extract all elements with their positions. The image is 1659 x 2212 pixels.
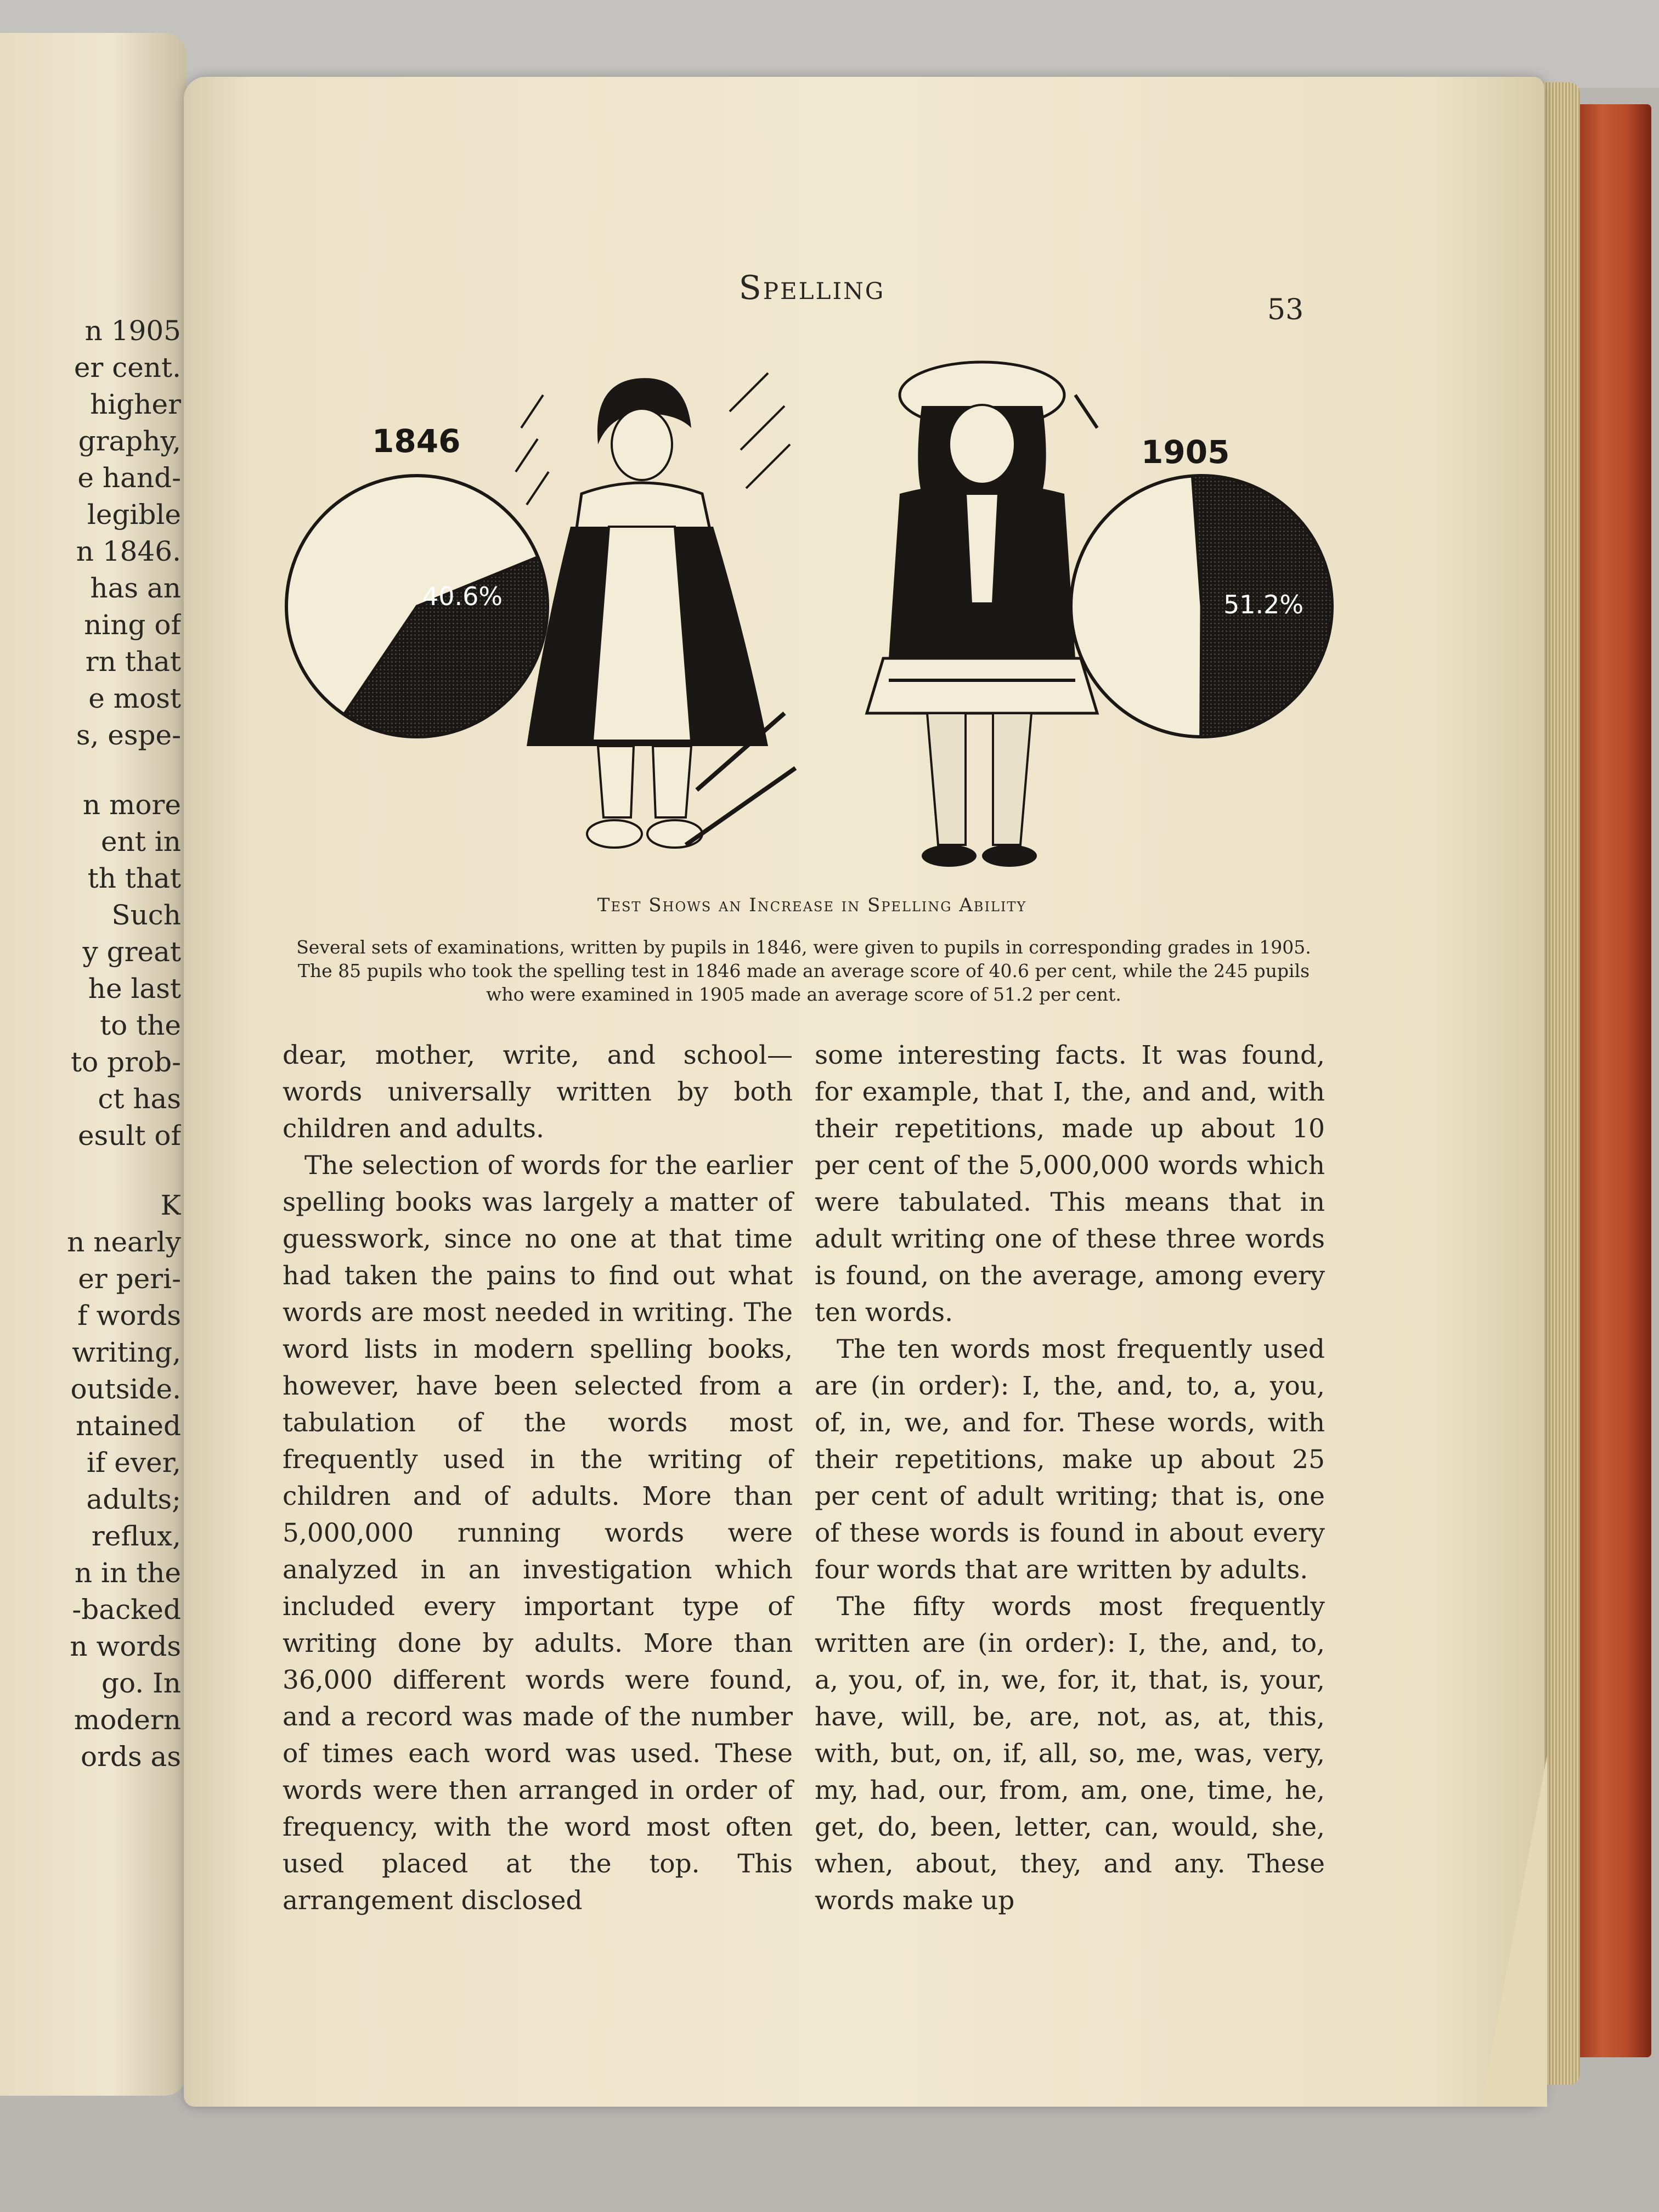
figure-caption-title: Test Shows an Increase in Spelling Ability	[597, 894, 1027, 916]
left-page-line: to prob-	[70, 1046, 181, 1078]
left-page-line: n words	[70, 1630, 181, 1662]
body-column-1	[283, 1037, 793, 1919]
body-column-2	[815, 1037, 1325, 1919]
left-page-text	[0, 313, 181, 1775]
left-page-line: rn that	[85, 646, 181, 678]
pie-1846-title: 1846	[372, 422, 461, 460]
left-page-line: ct has	[98, 1083, 181, 1115]
book-cover	[1569, 104, 1651, 2057]
left-page-line: ntained	[76, 1410, 181, 1442]
column2-paragraph-3: The fifty words most frequently written are (in order): I, the, and, to, a, you, of, in, we, for, it, that, is, your, have, will, be, are, not, as, at, this, with, but, on, if, all, so, me, was, very, my, had, our, from, am, one, time, he, get, do, been, letter, can, would, she, when, about, they, and any. These words make up	[815, 1592, 1325, 1916]
left-page-line: modern	[74, 1704, 181, 1736]
background	[0, 0, 1659, 88]
left-page-line: n more	[82, 789, 181, 821]
left-page-line: n in the	[74, 1557, 181, 1589]
left-page-line	[0, 754, 181, 787]
figure-caption-text: Several sets of examinations, written by pupils in 1846, were given to pupils in corresponding grades in 1905. The 85 pupils who took the spelling test in 1846 made an average score of 40.6 per cent, while the 245 pupils who were examined in 1905 made an average score of 51.2 per cent.	[296, 936, 1311, 1005]
column1-paragraph-2: The selection of words for the earlier spelling books was largely a matter of guesswork, since no one at that time had taken the pains to find out what words are most needed in writing. The word lists in modern spelling books, however, have been selected from a tabulation of the words most frequently used in the writing of children and of adults. More than 5,000,000 running words were analyzed in an investigation which included every important type of writing done by adults. More than 36,000 different words were found, and a record was made of the number of times each word was used. These words were then arranged in order of frequency, with the word most often used placed at the top. This arrangement disclosed	[283, 1150, 793, 1916]
left-page-line: ent in	[101, 826, 181, 857]
column1-paragraph-1: dear, mother, write, and school—words universally written by both children and adults.	[283, 1040, 793, 1144]
left-page-line: reflux,	[91, 1520, 181, 1552]
column2-paragraph-1: some interesting facts. It was found, for example, that I, the, and and, with their repetitions, made up about 10 per cent of the 5,000,000 words which were tabulated. This means that in adult writing one of these three words is found, on the average, among every ten words.	[815, 1040, 1325, 1328]
left-page-line: has an	[90, 572, 181, 604]
left-page-line: e most	[88, 682, 181, 714]
left-page-line: y great	[82, 936, 181, 968]
left-page-line: graphy,	[78, 425, 181, 457]
column2-paragraph-2: The ten words most frequently used are (in order): I, the, and, to, a, you, of, in, we, and for. These words, with their repetitions, make up about 25 per cent of adult writing; that is, one of these words is found in about every four words that are written by adults.	[815, 1334, 1325, 1585]
girl-1905-illustration	[856, 351, 1108, 878]
pie-1905-title: 1905	[1141, 433, 1230, 471]
page-corner-fold	[1481, 1756, 1547, 2107]
left-page-line: e hand-	[77, 462, 181, 494]
page-number: 53	[1267, 294, 1304, 326]
left-page-line: Such	[111, 899, 181, 931]
left-page-line: legible	[87, 499, 181, 531]
left-page-line: f words	[77, 1300, 181, 1331]
left-page-line: K	[160, 1189, 181, 1221]
left-page-line: to the	[100, 1009, 181, 1041]
left-page-line: n nearly	[67, 1226, 181, 1258]
left-page-line: n 1905	[84, 315, 181, 347]
pie-1905-label: 51.2%	[1223, 590, 1304, 619]
left-page-line: he last	[88, 973, 181, 1005]
running-header: Spelling	[738, 269, 885, 307]
left-page-line	[0, 1154, 181, 1187]
left-page-line: adults;	[86, 1483, 181, 1515]
left-page-line: -backed	[72, 1594, 181, 1626]
left-page-line: ords as	[80, 1741, 181, 1773]
left-page-line: outside.	[70, 1373, 181, 1405]
left-page-line: s, espe-	[76, 719, 181, 751]
left-page-line: if ever,	[86, 1447, 181, 1479]
girl-1846-illustration	[510, 362, 817, 889]
left-page-line: er cent.	[74, 352, 181, 383]
left-page-line: th that	[87, 862, 181, 894]
left-page-line: ning of	[84, 609, 181, 641]
left-page-line: er peri-	[78, 1263, 181, 1295]
left-page-line: writing,	[72, 1336, 181, 1368]
pie-1846-label: 40.6%	[422, 582, 503, 611]
left-page-line: go. In	[101, 1667, 181, 1699]
left-page-line: higher	[90, 388, 181, 420]
left-page-line: n 1846.	[76, 535, 181, 567]
left-page-line: esult of	[77, 1120, 181, 1152]
